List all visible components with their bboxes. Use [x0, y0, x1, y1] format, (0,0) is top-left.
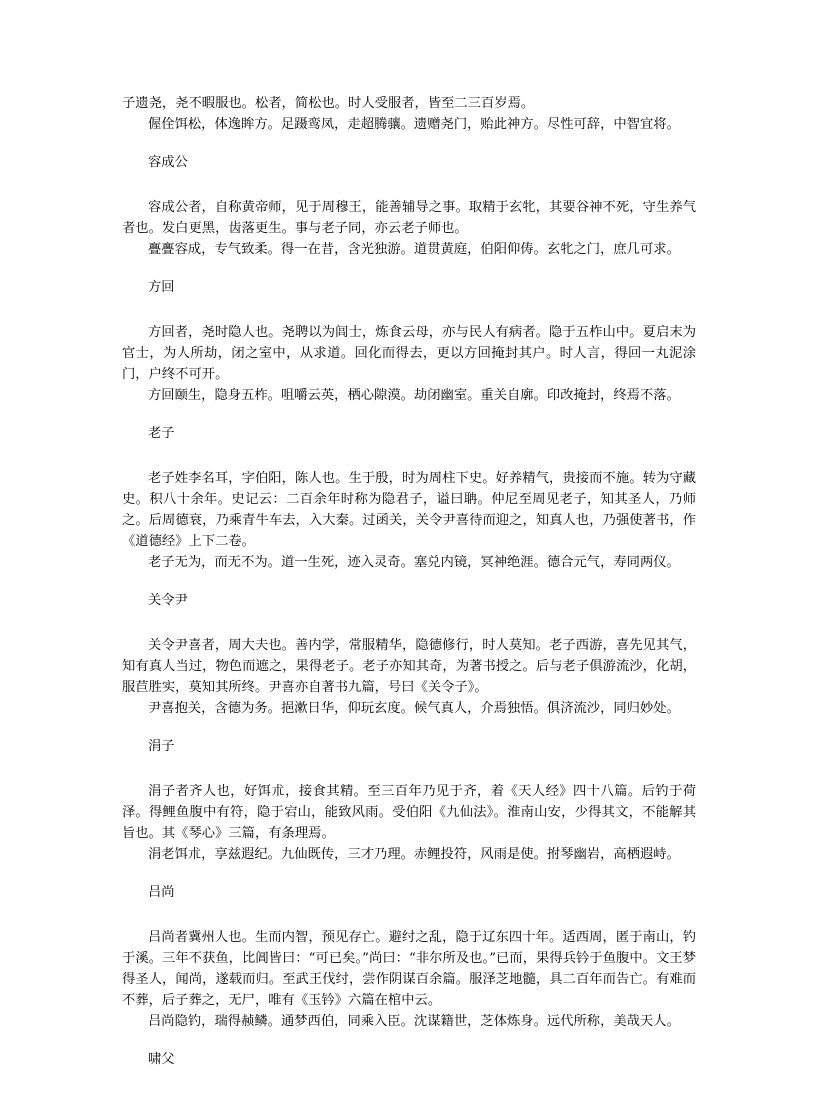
body-paragraph: 子遗尧，尧不暇服也。松者，简松也。时人受服者，皆至二三百岁焉。 — [122, 96, 535, 111]
section-heading: 关令尹 — [148, 593, 188, 608]
spacer — [122, 573, 696, 590]
section-heading: 方回 — [148, 280, 175, 295]
body-paragraph: 涓子者齐人也，好饵朮，接食其精。至三百年乃见于齐，着《天人经》四十八篇。后钓于荷泽。得鲤鱼腹中有符，隐于宕山，能致风雨。受伯阳《九仙法》。淮南山安，少得其文，不能解其旨也。其《琴心》三篇，有条理焉。 — [122, 784, 696, 841]
spacer — [122, 1070, 696, 1094]
spacer — [122, 173, 696, 197]
body-paragraph: 偓佺饵松，体逸眸方。足蹑鸾凤，走超腾骧。遗赠尧门，贻此神方。尽性可辞，中智宜将。 — [148, 117, 680, 132]
spacer — [122, 719, 696, 736]
body-paragraph: 方回者，尧时隐人也。尧聘以为闾士，炼食云母，亦与民人有病者。隐于五柞山中。夏启末为官士，为人所劫，闭之室中，从求道。回化而得去，更以方回掩封其户。时人言，得回一丸泥涂门，户终不可开。 — [122, 325, 696, 382]
spacer — [122, 406, 696, 423]
section-heading: 容成公 — [148, 155, 188, 170]
body-paragraph: 涓老饵朮，享兹遐纪。九仙既传，三才乃理。赤鲤投符，风雨是使。拊琴幽岩，高栖遐峙。 — [148, 847, 680, 862]
body-paragraph: 亹亹容成，专气致柔。得一在昔，含光独游。道贯黄庭，伯阳仰俦。玄牝之门，庶几可求。 — [148, 242, 680, 257]
body-paragraph: 吕尚者冀州人也。生而内智，预见存亡。避纣之乱，隐于辽东四十年。适西周，匿于南山，钓于溪。三年不获鱼，比阊皆曰：“可已矣。”尚曰：“非尔所及也。”已而，果得兵钤于鱼腹中。文王梦得圣人，闻尚，遂载而归。至武王伐纣，尝作阴谋百余篇。服泽芝地髓，具二百年而告亡。有难而不葬，后子葬之，无尸，唯有《玉钤》六篇在棺中云。 — [122, 930, 696, 1008]
spacer — [122, 260, 696, 277]
spacer — [122, 903, 696, 927]
section-heading: 啸父 — [148, 1052, 175, 1067]
section-heading: 涓子 — [148, 739, 175, 754]
body-paragraph: 关令尹喜者，周大夫也。善内学，常服精华，隐德修行，时人莫知。老子西游，喜先见其气，知有真人当过，物色而遮之，果得老子。老子亦知其奇，为著书授之。后与老子俱游流沙，化胡，服苣胜实，莫知其所终。尹喜亦自著书九篇，号曰《关令子》。 — [122, 638, 696, 695]
spacer — [122, 298, 696, 322]
body-paragraph: 尹喜抱关，含德为务。挹漱日华，仰玩玄度。候气真人，介焉独悟。俱济流沙，同归妙处。 — [148, 701, 680, 716]
body-paragraph: 老子姓李名耳，字伯阳，陈人也。生于殷，时为周柱下史。好养精气，贵接而不施。转为守藏史。积八十余年。史记云：二百余年时称为隐君子，谥曰聃。仲尼至周见老子，知其圣人，乃师之。后周德衰，乃乘青牛车去，入大秦。过函关，关令尹喜待而迎之，知真人也，乃强使著书，作《道德经》上下二卷。 — [122, 471, 696, 549]
spacer — [122, 865, 696, 882]
body-paragraph: 老子无为，而无不为。道一生死，迹入灵奇。塞兑内镜，冥神绝涯。德合元气，寿同两仪。 — [148, 555, 680, 570]
body-paragraph: 吕尚隐钓，瑞得赪鳞。通梦西伯，同乘入臣。沈谋籍世，芝体炼身。远代所称，美哉天人。 — [148, 1014, 680, 1029]
spacer — [122, 135, 696, 152]
body-paragraph: 容成公者，自称黄帝师，见于周穆王，能善辅导之事。取精于玄牝，其要谷神不死，守生养气者也。发白更黑，齿落更生。事与老子同，亦云老子师也。 — [122, 200, 696, 236]
spacer — [122, 611, 696, 635]
body-paragraph: 方回颐生，隐身五柞。咀嚼云英，栖心隙漠。劫闭幽室。重关自廓。印改掩封，终焉不落。 — [148, 388, 680, 403]
spacer — [122, 444, 696, 468]
spacer — [122, 1032, 696, 1049]
document-body — [122, 93, 696, 1094]
section-heading: 老子 — [148, 426, 175, 441]
spacer — [122, 757, 696, 781]
section-heading: 吕尚 — [148, 885, 175, 900]
